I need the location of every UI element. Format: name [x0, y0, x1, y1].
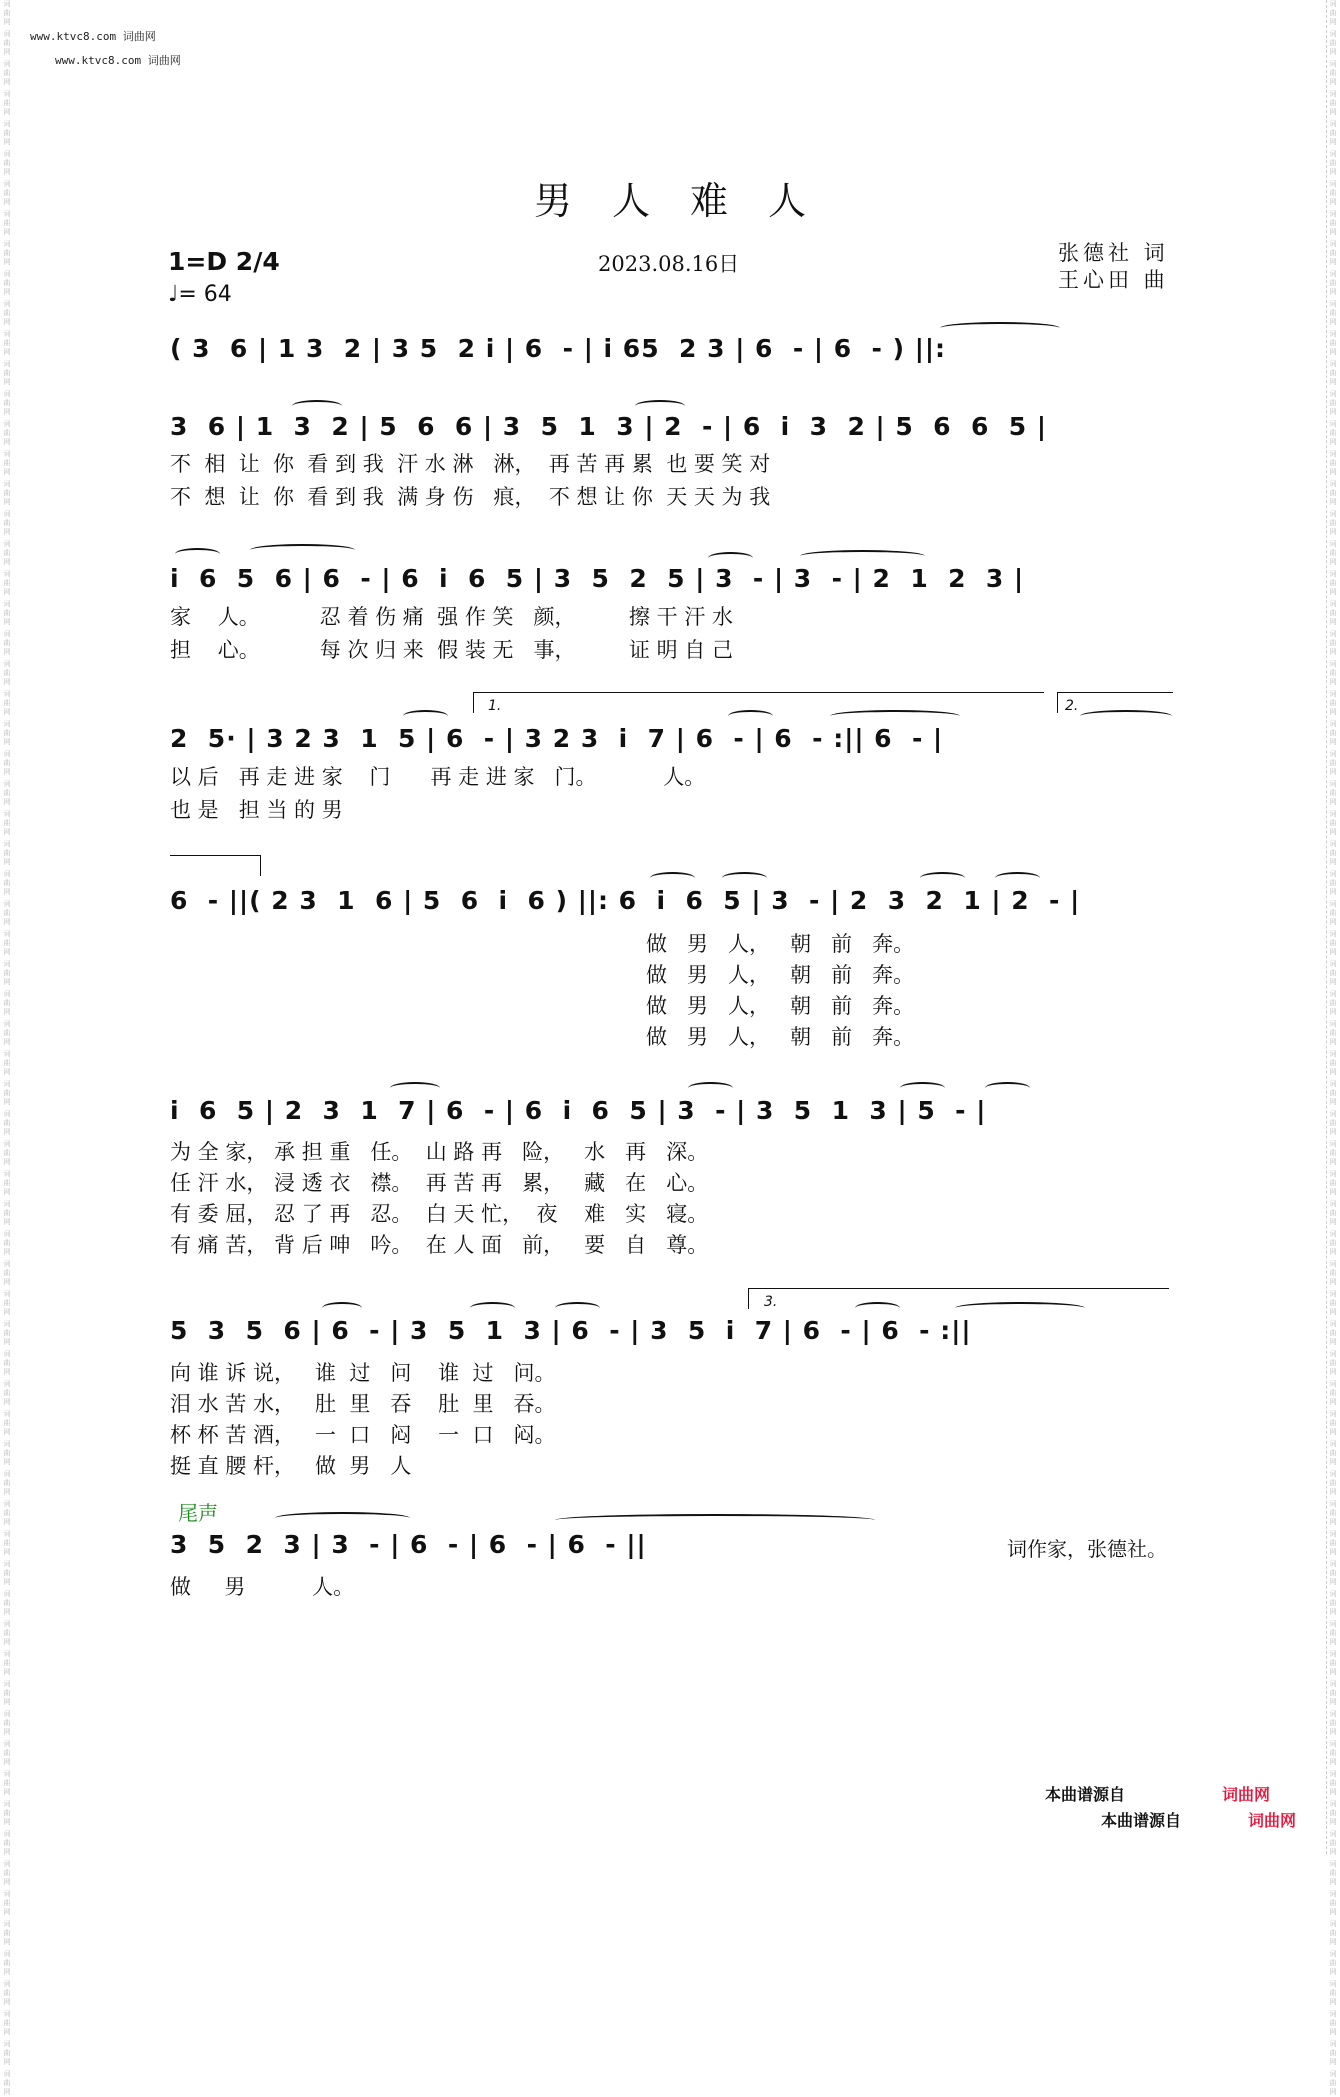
side-watermark-text: 词 曲 网	[1329, 1020, 1337, 1046]
side-watermark-text: 词 曲 网	[1329, 1200, 1337, 1226]
side-watermark-text: 词 曲 网	[1329, 30, 1337, 56]
lyric-row-6-verse-2: 任 汗 水， 浸 透 衣 襟。 再 苦 再 累， 藏 在 心。	[170, 1171, 709, 1195]
slur	[855, 1302, 900, 1314]
volta-number-3: 3.	[764, 1294, 778, 1310]
side-watermark-text: 词 曲 网	[3, 1830, 11, 1856]
lyric-row-7-verse-2: 泪 水 苦 水， 肚 里 吞 肚 里 吞。	[170, 1392, 556, 1416]
side-watermark-text: 词 曲 网	[1329, 1680, 1337, 1706]
side-watermark-text: 词 曲 网	[1329, 930, 1337, 956]
side-watermark-text: 词 曲 网	[1329, 1650, 1337, 1676]
side-watermark-text: 词 曲 网	[3, 330, 11, 356]
side-watermark-text: 词 曲 网	[1329, 570, 1337, 596]
side-watermark-text: 词 曲 网	[3, 780, 11, 806]
side-watermark-text: 词 曲 网	[3, 1740, 11, 1766]
side-watermark-text: 词 曲 网	[1329, 390, 1337, 416]
side-watermark-text: 词 曲 网	[3, 1260, 11, 1286]
side-watermark-text: 词 曲 网	[1329, 1800, 1337, 1826]
lyricist-credit: 张德社 词	[1058, 241, 1169, 265]
side-watermark-text: 词 曲 网	[3, 600, 11, 626]
key-signature: 1=D 2/4	[168, 247, 280, 276]
side-watermark-text: 词 曲 网	[1329, 300, 1337, 326]
staff-row-2: 3 6 | 1 3 2 | 5 6 6 | 3 5 1 3 | 2 - | 6 i 3 2 | 5 6 6 5 |	[170, 412, 1048, 441]
side-watermark-text: 词 曲 网	[1329, 1530, 1337, 1556]
slur	[175, 548, 220, 560]
side-watermark-text: 词 曲 网	[3, 840, 11, 866]
side-watermark-text: 词 曲 网	[1329, 0, 1337, 26]
side-watermark-text: 词 曲 网	[1329, 1980, 1337, 2006]
side-watermark-text: 词 曲 网	[3, 690, 11, 716]
side-watermark-text: 词 曲 网	[3, 1110, 11, 1136]
side-watermark-text: 词 曲 网	[3, 1050, 11, 1076]
side-watermark-text: 词 曲 网	[1329, 480, 1337, 506]
slur	[555, 1302, 600, 1314]
side-watermark-text: 词 曲 网	[3, 540, 11, 566]
side-watermark-text: 词 曲 网	[3, 0, 11, 26]
side-watermark-text: 词 曲 网	[3, 960, 11, 986]
side-watermark-text: 词 曲 网	[1329, 660, 1337, 686]
side-watermark-text: 词 曲 网	[1329, 2070, 1337, 2096]
side-watermark-text: 词 曲 网	[3, 420, 11, 446]
slur	[722, 872, 767, 884]
side-watermark-text: 词 曲 网	[1329, 690, 1337, 716]
side-watermark-text: 词 曲 网	[3, 1500, 11, 1526]
side-watermark-text: 词 曲 网	[3, 450, 11, 476]
side-watermark-text: 词 曲 网	[1329, 960, 1337, 986]
side-watermark-text: 词 曲 网	[1329, 840, 1337, 866]
staff-row-5: 6 - ||( 2 3 1 6 | 5 6 i 6 ) ||: 6 i 6 5 | 3 - | 2 3 2 1 | 2 - |	[170, 886, 1081, 915]
side-watermark-text: 词 曲 网	[1329, 630, 1337, 656]
side-watermark-text: 词 曲 网	[3, 1560, 11, 1586]
lyric-row-3-verse-2: 担 心。 每 次 归 来 假 装 无 事， 证 明 自 己	[170, 638, 733, 662]
volta-continuation	[170, 855, 261, 876]
staff-row-4: 2 5· | 3 2 3 1 5 | 6 - | 3 2 3 i 7 | 6 - | 6 - :|| 6 - |	[170, 724, 944, 753]
side-watermark-text: 词 曲 网	[3, 1920, 11, 1946]
side-watermark-text: 词 曲 网	[1329, 1470, 1337, 1496]
side-watermark-text: 词 曲 网	[1329, 450, 1337, 476]
right-watermark-strip	[1326, 0, 1340, 2096]
slur	[390, 1082, 440, 1094]
lyric-row-2-verse-2: 不 想 让 你 看 到 我 满 身 伤 痕， 不 想 让 你 天 天 为 我	[170, 485, 771, 509]
side-watermark-text: 词 曲 网	[1329, 2040, 1337, 2066]
side-watermark-text: 词 曲 网	[1329, 1950, 1337, 1976]
side-watermark-text: 词 曲 网	[1329, 1110, 1337, 1136]
volta-number-1: 1.	[488, 698, 502, 714]
composer-credit: 王心田 曲	[1058, 268, 1169, 292]
side-watermark-text: 词 曲 网	[3, 1020, 11, 1046]
side-watermark-text: 词 曲 网	[1329, 1560, 1337, 1586]
slur	[250, 544, 355, 556]
side-watermark-text: 词 曲 网	[3, 90, 11, 116]
lyric-row-4-verse-1: 以 后 再 走 进 家 门 再 走 进 家 门。 人。	[170, 765, 706, 789]
side-watermark-text: 词 曲 网	[3, 30, 11, 56]
lyric-row-5-verse-2: 做 男 人， 朝 前 奔。	[646, 963, 915, 987]
side-watermark-text: 词 曲 网	[1329, 1170, 1337, 1196]
lyric-row-5-verse-1: 做 男 人， 朝 前 奔。	[646, 932, 915, 956]
lyric-row-4-verse-2: 也 是 担 当 的 男	[170, 798, 343, 822]
side-watermark-text: 词 曲 网	[1329, 600, 1337, 626]
side-watermark-text: 词 曲 网	[1329, 270, 1337, 296]
side-watermark-text: 词 曲 网	[1329, 210, 1337, 236]
side-watermark-text: 词 曲 网	[1329, 1860, 1337, 1886]
side-watermark-text: 词 曲 网	[3, 1530, 11, 1556]
slur	[728, 710, 773, 722]
side-watermark-text: 词 曲 网	[3, 2010, 11, 2036]
right-margin-line	[1326, 0, 1328, 1854]
side-watermark-text: 词 曲 网	[3, 240, 11, 266]
side-watermark-text: 词 曲 网	[3, 1860, 11, 1886]
side-watermark-text: 词 曲 网	[1329, 1890, 1337, 1916]
side-watermark-text: 词 曲 网	[3, 480, 11, 506]
slur	[403, 710, 448, 722]
tie	[1080, 710, 1172, 722]
tie	[555, 1514, 875, 1526]
watermark-url-2: www.ktvc8.com 词曲网	[55, 54, 181, 67]
side-watermark-text: 词 曲 网	[3, 810, 11, 836]
lyric-row-7-verse-3: 杯 杯 苦 酒， 一 口 闷 一 口 闷。	[170, 1423, 556, 1447]
side-watermark-text: 词 曲 网	[3, 1710, 11, 1736]
lyric-row-7-verse-1: 向 谁 诉 说， 谁 过 问 谁 过 问。	[170, 1361, 556, 1385]
side-watermark-text: 词 曲 网	[3, 1770, 11, 1796]
side-watermark-text: 词 曲 网	[3, 1620, 11, 1646]
side-watermark-text: 词 曲 网	[3, 1080, 11, 1106]
side-watermark-text: 词 曲 网	[3, 1170, 11, 1196]
source-label-1: 本曲谱源自	[1045, 1785, 1126, 1804]
song-title: 男人难人	[533, 179, 846, 223]
side-watermark-text: 词 曲 网	[3, 660, 11, 686]
side-watermark-text: 词 曲 网	[1329, 1260, 1337, 1286]
side-watermark-text: 词 曲 网	[3, 1140, 11, 1166]
side-watermark-text: 词 曲 网	[1329, 900, 1337, 926]
side-watermark-text: 词 曲 网	[3, 930, 11, 956]
side-watermark-text: 词 曲 网	[3, 720, 11, 746]
lyric-row-6-verse-1: 为 全 家， 承 担 重 任。 山 路 再 险， 水 再 深。	[170, 1140, 709, 1164]
side-watermark-text: 词 曲 网	[1329, 810, 1337, 836]
side-watermark-text: 词 曲 网	[1329, 1380, 1337, 1406]
tie	[322, 1302, 362, 1314]
side-watermark-text: 词 曲 网	[3, 300, 11, 326]
side-watermark-text: 词 曲 网	[1329, 1770, 1337, 1796]
side-watermark-text: 词 曲 网	[3, 270, 11, 296]
side-watermark-text: 词 曲 网	[3, 1650, 11, 1676]
side-watermark-text: 词 曲 网	[3, 1590, 11, 1616]
source-site-2[interactable]: 词曲网	[1248, 1811, 1297, 1830]
slur	[292, 400, 342, 412]
lyricist-note: 词作家，张德社。	[1007, 1537, 1167, 1561]
side-watermark-text: 词 曲 网	[1329, 420, 1337, 446]
tempo-mark: ♩= 64	[168, 282, 232, 307]
watermark-url-1: www.ktvc8.com 词曲网	[30, 30, 156, 43]
slur	[985, 1082, 1030, 1094]
lyric-row-6-verse-3: 有 委 屈， 忍 了 再 忍。 白 天 忙， 夜 难 实 寝。	[170, 1202, 709, 1226]
side-watermark-text: 词 曲 网	[1329, 1320, 1337, 1346]
side-watermark-text: 词 曲 网	[3, 1320, 11, 1346]
side-watermark-text: 词 曲 网	[1329, 90, 1337, 116]
staff-row-3: i 6 5 6 | 6 - | 6 i 6 5 | 3 5 2 5 | 3 - | 3 - | 2 1 2 3 |	[170, 564, 1025, 593]
side-watermark-text: 词 曲 网	[1329, 180, 1337, 206]
side-watermark-text: 词 曲 网	[1329, 1230, 1337, 1256]
side-watermark-text: 词 曲 网	[3, 1200, 11, 1226]
lyric-row-3-verse-1: 家 人。 忍 着 伤 痛 强 作 笑 颜， 擦 干 汗 水	[170, 605, 733, 629]
side-watermark-text: 词 曲 网	[1329, 330, 1337, 356]
side-watermark-text: 词 曲 网	[3, 1290, 11, 1316]
side-watermark-text: 词 曲 网	[3, 1350, 11, 1376]
side-watermark-text: 词 曲 网	[1329, 1740, 1337, 1766]
staff-row-8: 3 5 2 3 | 3 - | 6 - | 6 - | 6 - ||	[170, 1530, 647, 1559]
date-label: 2023.08.16日	[598, 252, 740, 276]
lyric-row-8: 做 男 人。	[170, 1575, 355, 1599]
side-watermark-text: 词 曲 网	[3, 60, 11, 86]
side-watermark-text: 词 曲 网	[1329, 1080, 1337, 1106]
side-watermark-text: 词 曲 网	[3, 1380, 11, 1406]
side-watermark-text: 词 曲 网	[3, 900, 11, 926]
side-watermark-text: 词 曲 网	[3, 510, 11, 536]
side-watermark-text: 词 曲 网	[3, 1680, 11, 1706]
source-label-2: 本曲谱源自	[1101, 1811, 1182, 1830]
side-watermark-text: 词 曲 网	[1329, 720, 1337, 746]
side-watermark-text: 词 曲 网	[1329, 1620, 1337, 1646]
side-watermark-text: 词 曲 网	[3, 990, 11, 1016]
side-watermark-text: 词 曲 网	[3, 630, 11, 656]
slur	[688, 1082, 733, 1094]
side-watermark-text: 词 曲 网	[1329, 750, 1337, 776]
slur	[708, 552, 753, 564]
tie	[940, 322, 1060, 334]
side-watermark-text: 词 曲 网	[1329, 1500, 1337, 1526]
volta-number-2: 2.	[1065, 698, 1079, 714]
side-watermark-text: 词 曲 网	[1329, 510, 1337, 536]
lyric-row-5-verse-4: 做 男 人， 朝 前 奔。	[646, 1025, 915, 1049]
side-watermark-text: 词 曲 网	[1329, 870, 1337, 896]
side-watermark-text: 词 曲 网	[1329, 60, 1337, 86]
tie	[800, 550, 925, 562]
slur	[650, 872, 695, 884]
side-watermark-text: 词 曲 网	[1329, 780, 1337, 806]
side-watermark-text: 词 曲 网	[3, 1410, 11, 1436]
staff-row-1: ( 3 6 | 1 3 2 | 3 5 2 i | 6 - | i 65 2 3 | 6 - | 6 - ) ||:	[170, 334, 947, 363]
slur	[635, 400, 685, 412]
side-watermark-text: 词 曲 网	[3, 570, 11, 596]
side-watermark-text: 词 曲 网	[3, 1890, 11, 1916]
side-watermark-text: 词 曲 网	[1329, 1290, 1337, 1316]
side-watermark-text: 词 曲 网	[3, 210, 11, 236]
slur	[995, 872, 1040, 884]
side-watermark-text: 词 曲 网	[3, 1230, 11, 1256]
side-watermark-text: 词 曲 网	[3, 1800, 11, 1826]
source-site-1[interactable]: 词曲网	[1222, 1785, 1271, 1804]
side-watermark-text: 词 曲 网	[1329, 360, 1337, 386]
tie	[830, 710, 960, 722]
outro-label: 尾声	[178, 1501, 218, 1525]
side-watermark-text: 词 曲 网	[1329, 1140, 1337, 1166]
slur	[275, 1512, 410, 1524]
lyric-row-2-verse-1: 不 相 让 你 看 到 我 汗 水 淋 淋， 再 苦 再 累 也 要 笑 对	[170, 452, 771, 476]
side-watermark-text: 词 曲 网	[1329, 2010, 1337, 2036]
side-watermark-text: 词 曲 网	[1329, 1590, 1337, 1616]
side-watermark-text: 词 曲 网	[3, 180, 11, 206]
side-watermark-text: 词 曲 网	[3, 360, 11, 386]
slur	[920, 872, 965, 884]
staff-row-7: 5 3 5 6 | 6 - | 3 5 1 3 | 6 - | 3 5 i 7 | 6 - | 6 - :||	[170, 1316, 972, 1345]
side-watermark-text: 词 曲 网	[3, 2070, 11, 2096]
side-watermark-text: 词 曲 网	[3, 120, 11, 146]
side-watermark-text: 词 曲 网	[1329, 1050, 1337, 1076]
side-watermark-text: 词 曲 网	[1329, 1920, 1337, 1946]
side-watermark-text: 词 曲 网	[3, 1440, 11, 1466]
side-watermark-text: 词 曲 网	[1329, 1410, 1337, 1436]
side-watermark-text: 词 曲 网	[1329, 240, 1337, 266]
side-watermark-text: 词 曲 网	[3, 750, 11, 776]
slur	[470, 1302, 515, 1314]
staff-row-6: i 6 5 | 2 3 1 7 | 6 - | 6 i 6 5 | 3 - | 3 5 1 3 | 5 - |	[170, 1096, 987, 1125]
left-watermark-strip	[0, 0, 14, 2096]
side-watermark-text: 词 曲 网	[1329, 1440, 1337, 1466]
side-watermark-text: 词 曲 网	[1329, 1710, 1337, 1736]
side-watermark-text: 词 曲 网	[1329, 120, 1337, 146]
lyric-row-6-verse-4: 有 痛 苦， 背 后 呻 吟。 在 人 面 前， 要 自 尊。	[170, 1233, 709, 1257]
lyric-row-5-verse-3: 做 男 人， 朝 前 奔。	[646, 994, 915, 1018]
side-watermark-text: 词 曲 网	[1329, 1350, 1337, 1376]
side-watermark-text: 词 曲 网	[3, 2040, 11, 2066]
side-watermark-text: 词 曲 网	[3, 870, 11, 896]
side-watermark-text: 词 曲 网	[1329, 990, 1337, 1016]
side-watermark-text: 词 曲 网	[3, 390, 11, 416]
side-watermark-text: 词 曲 网	[3, 1950, 11, 1976]
side-watermark-text: 词 曲 网	[3, 1980, 11, 2006]
slur	[900, 1082, 945, 1094]
side-watermark-text: 词 曲 网	[3, 150, 11, 176]
side-watermark-text: 词 曲 网	[1329, 540, 1337, 566]
tie	[955, 1302, 1085, 1314]
side-watermark-text: 词 曲 网	[3, 1470, 11, 1496]
side-watermark-text: 词 曲 网	[1329, 1830, 1337, 1856]
lyric-row-7-verse-4: 挺 直 腰 杆， 做 男 人	[170, 1454, 412, 1478]
side-watermark-text: 词 曲 网	[1329, 150, 1337, 176]
